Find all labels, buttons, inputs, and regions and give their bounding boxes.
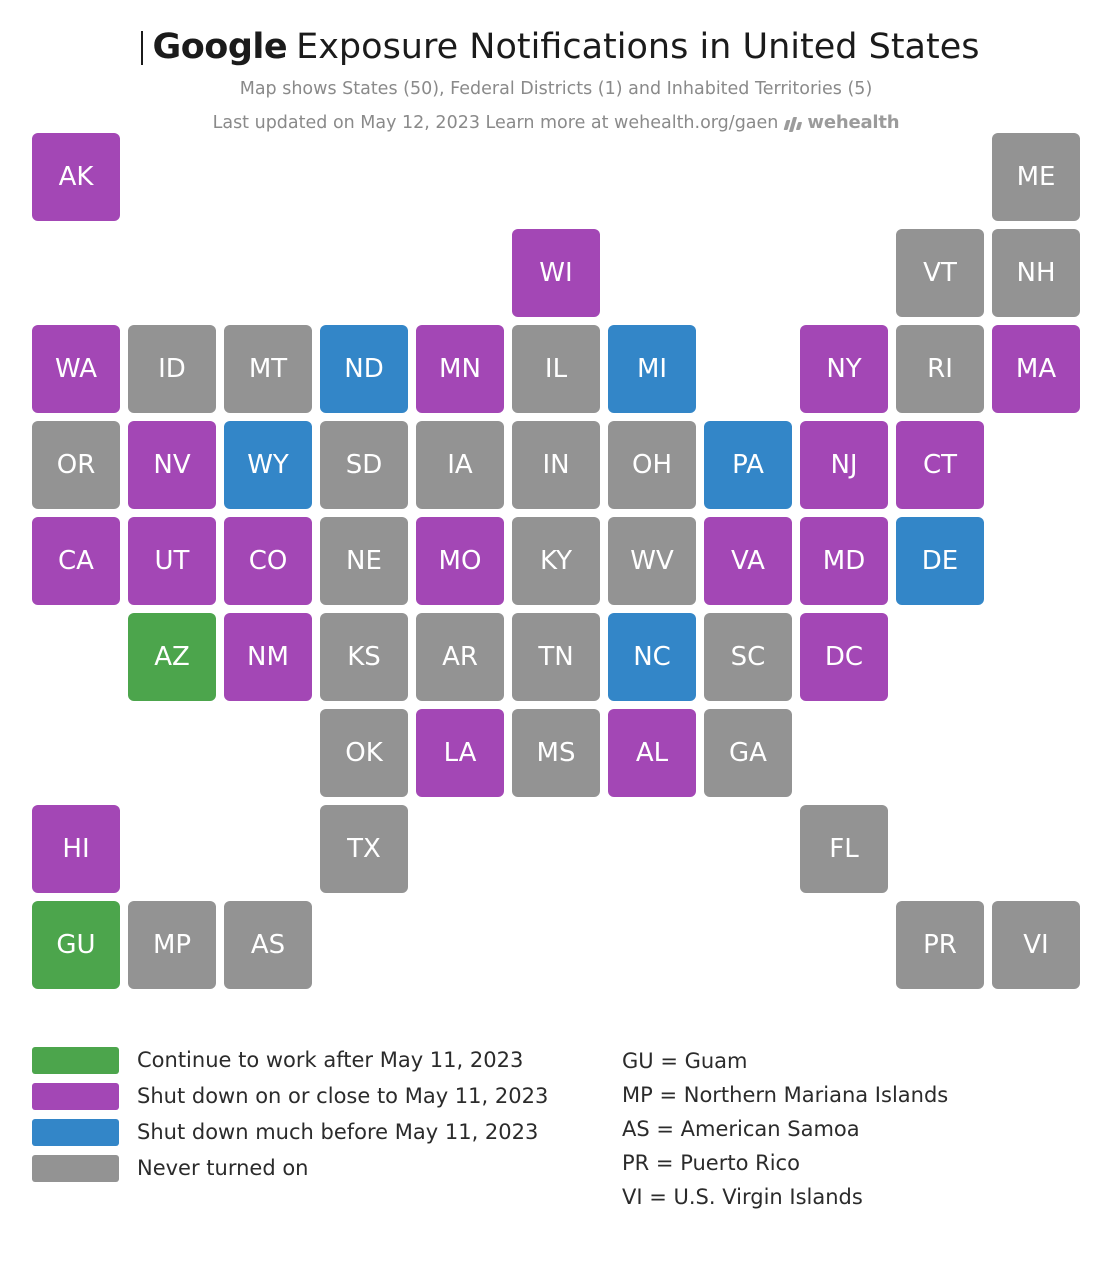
map-cell-ga[interactable]: GA [704,709,792,797]
abbreviation-item: VI = U.S. Virgin Islands [622,1185,863,1209]
legend-swatch-green [32,1047,119,1074]
map-cell-ct[interactable]: CT [896,421,984,509]
map-cell-ks[interactable]: KS [320,613,408,701]
wehealth-logo [785,112,899,133]
map-cell-in[interactable]: IN [512,421,600,509]
map-cell-wv[interactable]: WV [608,517,696,605]
map-cell-me[interactable]: ME [992,133,1080,221]
map-cell-la[interactable]: LA [416,709,504,797]
legend-status-list [32,1042,622,1214]
last-updated-text: Last updated on May 12, 2023 Learn more at wehealth.org/gaen [212,112,779,133]
map-cell-as[interactable]: AS [224,901,312,989]
map-cell-ky[interactable]: KY [512,517,600,605]
map-cell-wi[interactable]: WI [512,229,600,317]
map-cell-nh[interactable]: NH [992,229,1080,317]
map-cell-nv[interactable]: NV [128,421,216,509]
map-cell-fl[interactable]: FL [800,805,888,893]
legend-item-purple [32,1078,622,1114]
map-cell-ut[interactable]: UT [128,517,216,605]
map-cell-ms[interactable]: MS [512,709,600,797]
abbreviation-item: AS = American Samoa [622,1117,860,1141]
page-title-text: Exposure Notifications in United States [296,27,980,67]
map-cell-pa[interactable]: PA [704,421,792,509]
abbreviation-item: MP = Northern Mariana Islands [622,1083,949,1107]
legend-item-gray [32,1150,622,1186]
map-cell-gu[interactable]: GU [32,901,120,989]
map-cell-co[interactable]: CO [224,517,312,605]
map-cell-id[interactable]: ID [128,325,216,413]
map-cell-nd[interactable]: ND [320,325,408,413]
map-cell-va[interactable]: VA [704,517,792,605]
map-cell-az[interactable]: AZ [128,613,216,701]
map-cell-il[interactable]: IL [512,325,600,413]
page-title [0,27,1112,67]
map-cell-wa[interactable]: WA [32,325,120,413]
map-cell-oh[interactable]: OH [608,421,696,509]
title-divider [141,31,143,65]
map-cell-hi[interactable]: HI [32,805,120,893]
last-updated-line [0,112,1112,133]
map-cell-ri[interactable]: RI [896,325,984,413]
map-cell-ma[interactable]: MA [992,325,1080,413]
map-cell-dc[interactable]: DC [800,613,888,701]
map-cell-ak[interactable]: AK [32,133,120,221]
legend-label-blue: Shut down much before May 11, 2023 [137,1120,539,1144]
map-cell-ok[interactable]: OK [320,709,408,797]
map-cell-ia[interactable]: IA [416,421,504,509]
map-cell-md[interactable]: MD [800,517,888,605]
map-cell-mt[interactable]: MT [224,325,312,413]
map-cell-mp[interactable]: MP [128,901,216,989]
map-cell-de[interactable]: DE [896,517,984,605]
map-cell-sc[interactable]: SC [704,613,792,701]
map-cell-tx[interactable]: TX [320,805,408,893]
map-cell-mn[interactable]: MN [416,325,504,413]
page-header [0,0,1112,133]
legend-swatch-blue [32,1119,119,1146]
map-cell-nm[interactable]: NM [224,613,312,701]
legend-swatch-purple [32,1083,119,1110]
map-cell-or[interactable]: OR [32,421,120,509]
wehealth-wordmark: wehealth [807,112,900,133]
map-cell-vi[interactable]: VI [992,901,1080,989]
google-wordmark: Google [152,27,288,67]
legend-label-gray: Never turned on [137,1156,309,1180]
legend-swatch-gray [32,1155,119,1182]
legend [32,1042,1080,1214]
map-cell-ne[interactable]: NE [320,517,408,605]
map-cell-nc[interactable]: NC [608,613,696,701]
map-cell-nj[interactable]: NJ [800,421,888,509]
map-cell-ny[interactable]: NY [800,325,888,413]
map-cell-mo[interactable]: MO [416,517,504,605]
map-cell-ca[interactable]: CA [32,517,120,605]
legend-abbreviation-list [622,1042,948,1214]
map-cell-pr[interactable]: PR [896,901,984,989]
map-cell-tn[interactable]: TN [512,613,600,701]
abbreviation-item: PR = Puerto Rico [622,1151,800,1175]
state-grid-map [0,133,1112,960]
map-cell-vt[interactable]: VT [896,229,984,317]
legend-item-green [32,1042,622,1078]
map-cell-sd[interactable]: SD [320,421,408,509]
map-cell-ar[interactable]: AR [416,613,504,701]
legend-label-green: Continue to work after May 11, 2023 [137,1048,524,1072]
wehealth-mark-icon [785,116,802,133]
abbreviation-item: GU = Guam [622,1049,748,1073]
legend-item-blue [32,1114,622,1150]
map-cell-mi[interactable]: MI [608,325,696,413]
map-cell-al[interactable]: AL [608,709,696,797]
page-subtitle: Map shows States (50), Federal Districts (1) and Inhabited Territories (5) [239,79,873,99]
legend-label-purple: Shut down on or close to May 11, 2023 [137,1084,549,1108]
map-cell-wy[interactable]: WY [224,421,312,509]
